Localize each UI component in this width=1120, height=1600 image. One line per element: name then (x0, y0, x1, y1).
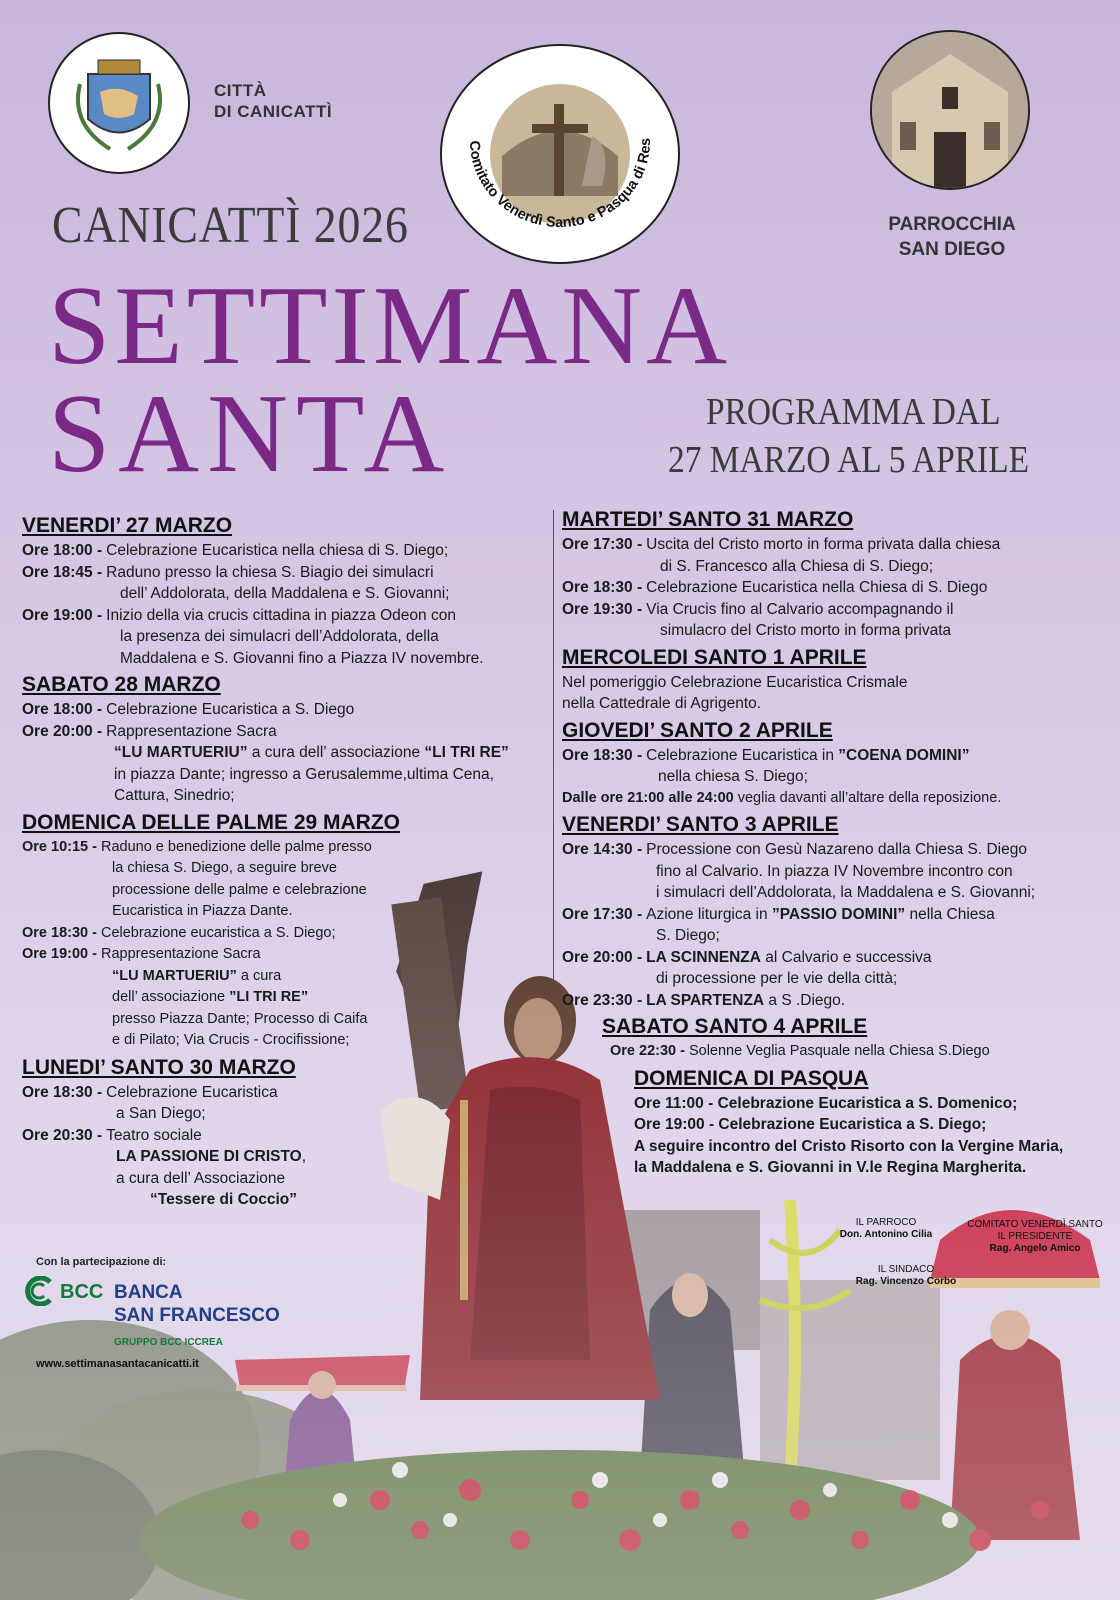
event-desc-cont: la chiesa S. Diego, a seguire breve (112, 860, 337, 876)
event-desc: Celebrazione Eucaristica nella chiesa di S. Diego; (106, 542, 449, 559)
schedule-event (22, 562, 552, 584)
event-desc (642, 990, 845, 1012)
city-label-line2: DI CANICATTÌ (214, 102, 333, 121)
event-time: Ore 20:00 - (562, 948, 643, 966)
day-heading: SABATO SANTO 4 APRILE (602, 1015, 868, 1038)
event-desc: nella Cattedrale di Agrigento. (562, 695, 762, 712)
event-time: Ore 19:00 - (22, 946, 97, 962)
rite-name: LA SPARTENZA (646, 991, 765, 1009)
event-desc-cont: in piazza Dante; ingresso a Gerusalemme,ultima Cena, (114, 765, 494, 783)
event-desc-text: Celebrazione Eucaristica in (646, 746, 839, 764)
event-desc: Rappresentazione Sacra (100, 946, 261, 962)
event-desc-cont: S. Diego; (656, 927, 720, 944)
parish-church-photo (870, 30, 1030, 190)
event-time: Ore 23:30 - (562, 991, 643, 1009)
signature-role: COMITATO VENERDÌ SANTO (967, 1219, 1103, 1230)
event-desc-cont: e di Pilato; Via Crucis - Crocifissione; (112, 1032, 350, 1048)
event-desc-cont: Maddalena e S. Giovanni fino a Piazza IV novembre. (120, 649, 484, 667)
schedule-event (562, 599, 1107, 621)
day-heading: DOMENICA DELLE PALME 29 MARZO (22, 810, 401, 834)
event-desc: Celebrazione Eucaristica (106, 1083, 278, 1101)
event-desc: a cura (236, 967, 282, 984)
liturgy-name: ”PASSIO DOMINI” (771, 905, 906, 923)
event-desc: a cura dell’ associazione (247, 744, 425, 761)
event-time: Ore 18:00 - (22, 542, 103, 559)
signature-committee (960, 1219, 1110, 1255)
main-title-line2: SANTA (48, 372, 453, 496)
parish-label-line1: PARROCCHIA (888, 214, 1016, 235)
signature-name: Rag. Angelo Amico (989, 1243, 1081, 1254)
bank-group: GRUPPO BCC ICCREA (114, 1337, 223, 1348)
event-time: Ore 18:45 - (22, 563, 103, 581)
schedule-event (22, 540, 552, 562)
liturgy-name: ”COENA DOMINI” (838, 746, 970, 764)
event-desc-cont (22, 987, 552, 1009)
schedule-event (562, 577, 1107, 599)
event-desc-text: Azione liturgica in (646, 905, 772, 923)
schedule-right-column (562, 504, 1107, 1179)
event-desc-cont (22, 966, 552, 988)
event-time: Ore 19:00 - (22, 606, 103, 624)
city-coat-of-arms-logo (48, 32, 190, 174)
event-desc: Celebrazione Eucaristica a S. Diego (106, 701, 355, 718)
signature-name: Rag. Vincenzo Corbo (855, 1276, 957, 1287)
show-title: “LU MARTUERIU” (112, 967, 237, 984)
parish-label-line2: SAN DIEGO (898, 239, 1006, 260)
event-desc: Via Crucis fino al Calvario accompagnando il (646, 600, 954, 618)
event-time: Ore 18:00 - (22, 701, 103, 718)
schedule-event (562, 947, 1107, 969)
schedule-event (562, 839, 1107, 861)
event-time: Ore 14:30 - (562, 841, 643, 858)
bcc-logo-icon (22, 1276, 56, 1306)
event-time: Ore 20:30 - (22, 1126, 103, 1144)
event-desc: Teatro sociale (106, 1126, 202, 1144)
schedule-event (22, 699, 552, 721)
event-desc: Solenne Veglia Pasquale nella Chiesa S.Diego (688, 1043, 990, 1059)
event-desc-text: a S .Diego. (764, 991, 846, 1009)
bcc-label: BCC (60, 1281, 104, 1303)
signature-role: IL PRESIDENTE (997, 1231, 1073, 1242)
event-time: Dalle ore 21:00 alle 24:00 (562, 789, 734, 806)
day-heading: GIOVEDI’ SANTO 2 APRILE (562, 718, 833, 742)
schedule-event (562, 534, 1107, 556)
event-time: Ore 17:30 - (562, 905, 643, 923)
event-desc-cont: i simulacri dell’Addolorata, la Maddalena e S. Giovanni; (656, 884, 1036, 901)
event-desc-text: nella Chiesa (905, 905, 995, 923)
schedule-event (22, 605, 552, 627)
event-desc-cont: presso Piazza Dante; Processo di Caifa (112, 1010, 368, 1027)
event-desc (642, 947, 931, 969)
event-desc-text: veglia davanti all’altare della reposizione. (733, 789, 1002, 806)
association-name: “LI TRI RE” (424, 744, 509, 761)
signature-sindaco (846, 1264, 966, 1288)
event-desc-cont: dell’ Addolorata, della Maddalena e S. Giovanni; (120, 585, 450, 602)
show-title: LA PASSIONE DI CRISTO (116, 1148, 302, 1165)
event-time: Ore 10:15 - (22, 838, 97, 855)
event-time: Ore 19:30 - (562, 600, 643, 618)
city-label-line1: CITTÀ (214, 81, 267, 100)
schedule-event (22, 944, 552, 966)
schedule-event (22, 837, 552, 859)
association-name: “Tessere di Coccio” (150, 1191, 298, 1208)
day-heading: MARTEDI’ SANTO 31 MARZO (562, 508, 854, 531)
schedule-event (22, 721, 552, 743)
rite-name: LA SCINNENZA (646, 948, 761, 966)
sponsor-caption: Con la partecipazione di: (36, 1256, 167, 1268)
signature-name: Don. Antonino Cilia (839, 1229, 933, 1240)
day-heading: VENERDI’ 27 MARZO (22, 514, 233, 537)
event-desc: A seguire incontro del Cristo Risorto con la Vergine Maria, (634, 1137, 1064, 1155)
schedule-event (562, 1041, 1107, 1063)
program-dates-line2: 27 MARZO AL 5 APRILE (668, 439, 1030, 481)
schedule-event (22, 923, 552, 945)
event-time: Ore 22:30 - (610, 1043, 685, 1059)
event-desc: Raduno presso la chiesa S. Biagio dei simulacri (106, 563, 434, 581)
main-title-line1: SETTIMANA (48, 264, 732, 388)
schedule-event (22, 1125, 552, 1147)
committee-logo (440, 44, 680, 264)
event-desc-cont: Eucaristica in Piazza Dante. (112, 903, 293, 919)
event-desc-cont: la presenza dei simulacri dell’Addolorata, della (120, 628, 439, 645)
event-desc: dell’ associazione (112, 989, 230, 1005)
event-desc: Inizio della via crucis cittadina in piazza Odeon con (106, 606, 456, 624)
year-title: CANICATTÌ 2026 (52, 197, 409, 254)
schedule-event (22, 1082, 552, 1104)
day-heading: MERCOLEDI SANTO 1 APRILE (562, 645, 867, 669)
schedule-event (562, 745, 1107, 767)
event-desc-cont (22, 1146, 552, 1168)
event-desc-cont: processione delle palme e celebrazione (112, 881, 367, 898)
event-time: Ore 18:30 - (22, 924, 97, 941)
event-desc-cont: nella chiesa S. Diego; (658, 768, 808, 785)
event-desc-cont: di S. Francesco alla Chiesa di S. Diego; (660, 557, 934, 575)
event-desc (642, 904, 995, 926)
event-desc-cont: di processione per le vie della città; (656, 970, 898, 987)
association-name: ”LI TRI RE” (229, 989, 309, 1005)
day-heading: SABATO 28 MARZO (22, 673, 221, 696)
schedule-event: Ore 11:00 - Celebrazione Eucaristica a S. Domenico; (634, 1094, 1018, 1112)
program-dates-line1: PROGRAMMA DAL (706, 391, 1001, 433)
event-desc: Rappresentazione Sacra (106, 722, 277, 740)
city-label (214, 80, 332, 122)
event-desc-cont: fino al Calvario. In piazza IV Novembre incontro con (656, 862, 1013, 880)
bank-name-line2: SAN FRANCESCO (114, 1305, 280, 1326)
event-desc: Celebrazione Eucaristica nella Chiesa di S. Diego (646, 579, 988, 596)
event-time: Ore 18:30 - (562, 579, 643, 596)
committee-logo-text: Comitato Venerdì Santo e Pasqua di Res (465, 137, 655, 232)
event-time: Ore 18:30 - (562, 746, 643, 764)
event-time: Ore 17:30 - (562, 536, 643, 553)
parish-label (862, 212, 1042, 262)
day-heading: DOMENICA DI PASQUA (634, 1066, 869, 1090)
schedule-left-column (22, 510, 552, 1211)
event-desc-cont: a cura dell’ Associazione (116, 1169, 286, 1187)
show-title: “LU MARTUERIU” (114, 744, 248, 761)
event-desc: Uscita del Cristo morto in forma privata dalla chiesa (646, 536, 1001, 553)
event-desc (562, 788, 1107, 810)
event-desc: la Maddalena e S. Giovanni in V.le Regina Margherita. (634, 1159, 1027, 1176)
event-desc: Processione con Gesù Nazareno dalla Chiesa S. Diego (646, 841, 1027, 858)
event-desc-cont: simulacro del Cristo morto in forma privata (660, 622, 952, 639)
website-link[interactable]: www.settimanasantacanicatti.it (36, 1358, 199, 1370)
event-desc-text: al Calvario e successiva (760, 948, 932, 966)
event-desc: , (301, 1148, 307, 1165)
schedule-event: Ore 19:00 - Celebrazione Eucaristica a S. Diego; (634, 1116, 987, 1133)
event-desc (642, 745, 969, 767)
event-desc-cont: a San Diego; (116, 1105, 206, 1122)
event-desc-cont (22, 742, 552, 764)
bank-name-line1: BANCA (114, 1282, 183, 1303)
event-desc: Nel pomeriggio Celebrazione Eucaristica Crismale (562, 673, 908, 691)
schedule-event (562, 904, 1107, 926)
event-desc: Celebrazione eucaristica a S. Diego; (100, 924, 336, 941)
day-heading: LUNEDI’ SANTO 30 MARZO (22, 1055, 296, 1079)
schedule-event (562, 990, 1107, 1012)
column-divider (553, 510, 554, 980)
signature-parroco (826, 1217, 946, 1241)
signature-role: IL SINDACO (877, 1264, 935, 1275)
event-time: Ore 18:30 - (22, 1083, 103, 1101)
day-heading: VENERDI’ SANTO 3 APRILE (562, 813, 839, 836)
signature-role: IL PARROCO (855, 1217, 917, 1228)
event-desc: Raduno e benedizione delle palme presso (100, 838, 372, 855)
event-desc-cont: Cattura, Sinedrio; (114, 787, 235, 804)
event-time: Ore 20:00 - (22, 722, 103, 740)
